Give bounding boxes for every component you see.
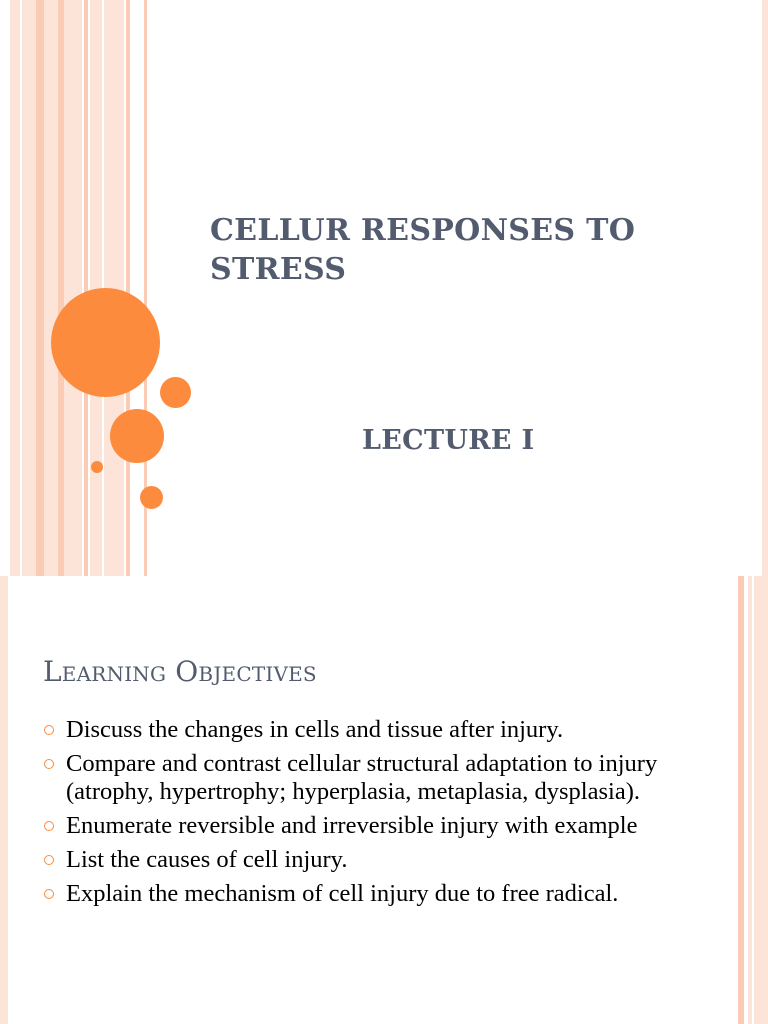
hollow-circle-icon [44,759,54,769]
decor-circle [91,461,103,473]
list-item [44,750,694,806]
slide-title: CELLUR RESPONSES TO STRESS [210,213,636,287]
objectives-slide [0,576,768,1024]
decor-circle [110,409,164,463]
decor-circle [160,377,191,408]
decor-stripe [0,576,8,1024]
decor-circle [140,486,163,509]
list-item [44,846,694,874]
decor-stripe [754,576,768,1024]
decor-stripe [748,576,752,1024]
decor-stripe [84,0,88,576]
hollow-circle-icon [44,821,54,831]
list-item-text: Enumerate reversible and irreversible injury with example [66,812,638,839]
list-item [44,716,694,744]
slide-subtitle: LECTURE I [362,425,535,456]
list-item-text: List the causes of cell injury. [66,846,348,873]
slide-heading: Learning Objectives [43,655,317,688]
decor-stripe [762,0,768,576]
list-item [44,812,694,840]
list-item-text: Discuss the changes in cells and tissue after injury. [66,716,564,743]
decor-stripe [738,576,744,1024]
list-item [44,880,694,908]
decor-stripe [10,0,20,576]
list-item-text: Explain the mechanism of cell injury due to free radical. [66,880,619,907]
hollow-circle-icon [44,855,54,865]
decor-stripe [22,0,82,576]
decor-stripe [36,0,44,576]
decor-circle-large [51,288,160,397]
list-item-text: Compare and contrast cellular structural adaptation to injury (atrophy, hypertrophy; hyperplasia, metaplasia, dysplasia). [66,750,658,805]
objectives-list [44,716,694,914]
decor-stripe [126,0,130,576]
decor-stripe [58,0,64,576]
hollow-circle-icon [44,889,54,899]
hollow-circle-icon [44,725,54,735]
